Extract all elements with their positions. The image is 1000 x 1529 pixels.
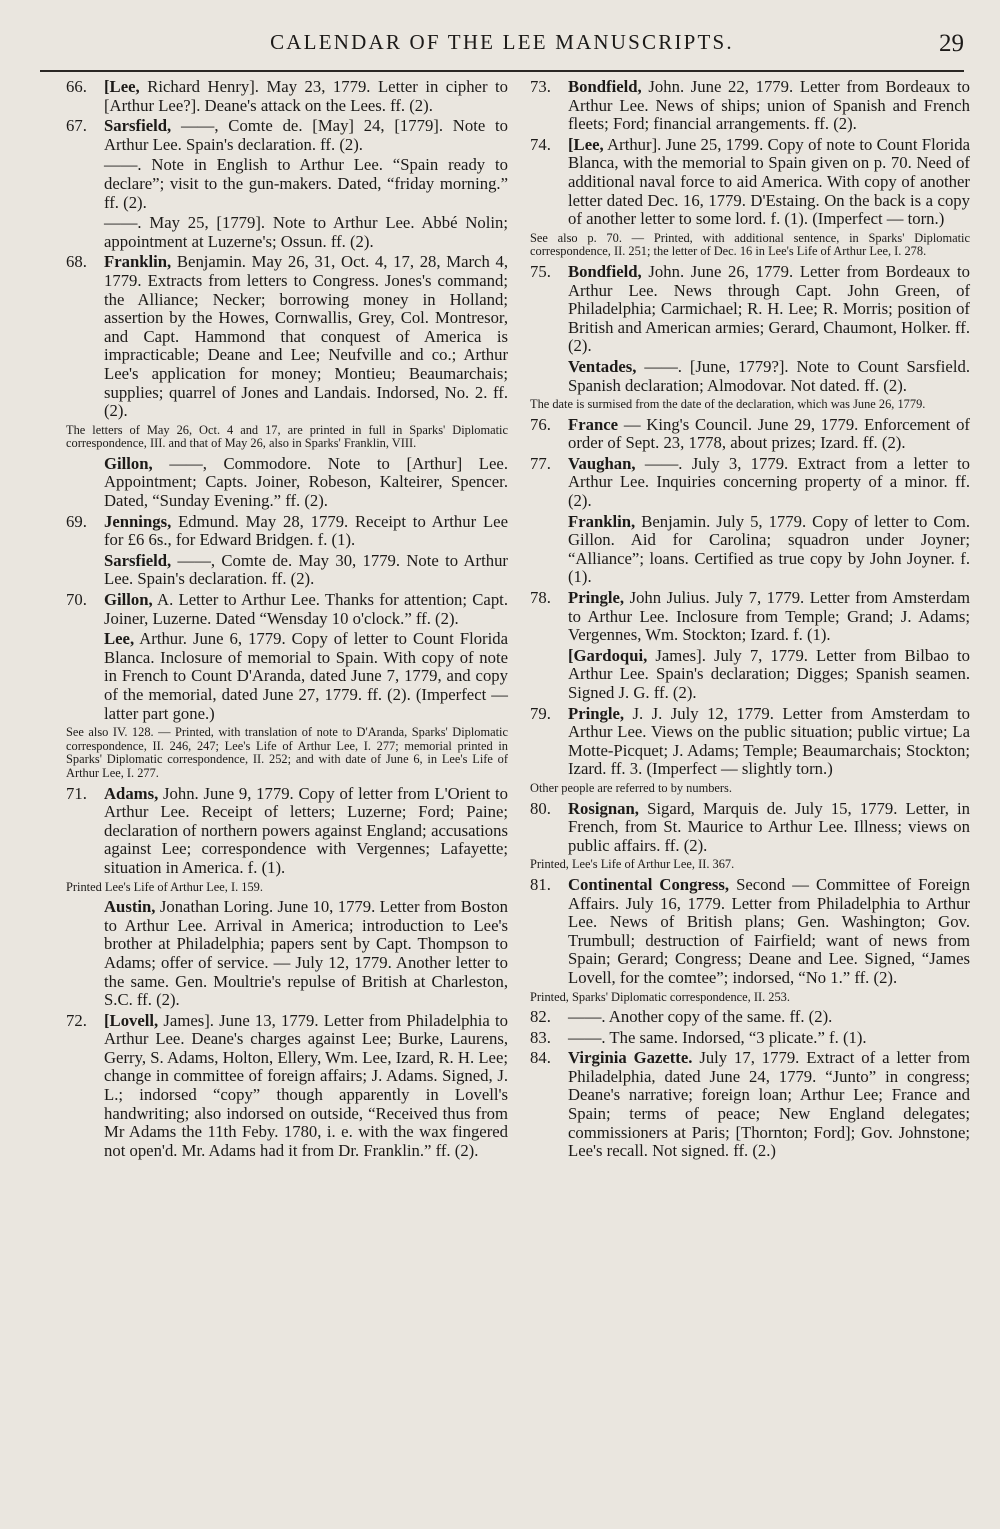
- entry-text: ——. Note in English to Arthur Lee. “Spain ready to declare”; visit to the gun-makers. Dated, “friday morning.” ff. (2).: [104, 155, 508, 212]
- calendar-entry: [530, 78, 970, 134]
- calendar-entry: [66, 785, 508, 878]
- entry-number: 73.: [530, 77, 551, 96]
- calendar-subentry: [66, 214, 508, 251]
- citation-note: See also IV. 128. — Printed, with translation of note to D'Aranda, Sparks' Diplomatic correspondence, II. 246, 247; Lee's Life of Arthur Lee, I. 277; memorial printed in Sparks' Diplomatic correspondence, II. 252; and with date of June 6, in Lee's Life of Arthur Lee, I. 277.: [66, 725, 508, 780]
- calendar-entry: [530, 1008, 970, 1027]
- entry-number: 68.: [66, 252, 87, 272]
- calendar-entry: [530, 589, 970, 645]
- calendar-entry: [66, 78, 508, 115]
- left-column: [66, 78, 508, 1162]
- entry-text: James]. July 7, 1779. Letter from Bilbao to Arthur Lee. Spain's declaration; Digges; Spanish seamen. Signed J. G. ff. (2).: [568, 645, 970, 702]
- entry-text: ——, Comte de. [May] 24, [1779]. Note to Arthur Lee. Spain's declaration. ff. (2).: [104, 116, 508, 154]
- page-number: 29: [939, 30, 964, 57]
- calendar-subentry: [66, 630, 508, 723]
- calendar-subentry: [66, 898, 508, 1010]
- citation-note: Other people are referred to by numbers.: [530, 780, 732, 795]
- entry-text: ——. July 3, 1779. Extract from a letter to Arthur Lee. Inquiries concerning property of a minor. ff. (2).: [568, 453, 970, 511]
- entry-text: ——. Another copy of the same. ff. (2).: [568, 1007, 833, 1027]
- entry-text: Benjamin. July 5, 1779. Copy of letter to Com. Gillon. Aid for Carolina; squadron under Joyner; “Alliance”; loans. Certified as true copy by John Joyner. f. (1).: [568, 511, 970, 587]
- entry-number: 66.: [66, 77, 87, 96]
- calendar-subentry: [530, 358, 970, 395]
- entry-number: 82.: [530, 1007, 551, 1027]
- calendar-subentry: [66, 552, 508, 589]
- entry-number: 83.: [530, 1027, 551, 1047]
- entry-text: John. June 9, 1779. Copy of letter from L'Orient to Arthur Lee. Receipt of letters; Luzerne; Ford; Paine; declaration of northern powers against England; accusations against Lee; correspondence with Vergennes; Lafayette; situation in America. f. (1).: [104, 783, 508, 877]
- entry-text: Arthur. June 6, 1779. Copy of letter to Count Florida Blanca. Inclosure of memorial to Spain. With copy of note in French to Count D'Aranda, dated June 7, 1779, and copy of the memorial, dated June 27, 1779. ff. (2). (Imperfect — latter part gone.): [104, 629, 508, 723]
- entry-text: Second — Committee of Foreign Affairs. July 16, 1779. Letter from Philadelphia to Arthur Lee. News of British plans; Gen. Washington; Gov. Trumbull; destruction of Fairfield; want of news from Spain; Gerard; Congress; Deane and Lee. Signed, “James Lovell, for the comtee”; indorsed, “No 1.” ff. (2).: [568, 874, 970, 987]
- entry-name: Austin,: [104, 897, 156, 917]
- entry-name: Continental Congress,: [568, 874, 730, 894]
- entry-number: 74.: [530, 134, 551, 154]
- entry-text: ——. [June, 1779?]. Note to Count Sarsfield. Spanish declaration; Almodovar. Not dated. ff. (2).: [568, 356, 970, 395]
- entry-text: July 17, 1779. Extract of a letter from Philadelphia, dated June 24, 1779. “Junto” in congress; Deane's narrative; foreign loan; Arthur Lee; France and Spain; terms of peace; New England delegates; commissioners at Paris; [Thornton; Ford]; Gov. Johnstone; Lee's recall. Not signed. ff. (2.): [568, 1048, 970, 1161]
- entry-number: 80.: [530, 798, 551, 818]
- calendar-entry: [530, 263, 970, 356]
- calendar-subentry: [530, 647, 970, 703]
- calendar-subentry: [530, 513, 970, 587]
- entry-text: Edmund. May 28, 1779. Receipt to Arthur Lee for £6 6s., for Edward Bridgen. f. (1).: [104, 511, 508, 550]
- entry-number: 79.: [530, 703, 551, 723]
- calendar-subentry: [66, 455, 508, 511]
- entry-text: Richard Henry]. May 23, 1779. Letter in cipher to [Arthur Lee?]. Deane's attack on the Lees. ff. (2).: [104, 77, 508, 115]
- entry-number: 72.: [66, 1010, 87, 1030]
- calendar-entry: [530, 800, 970, 856]
- entry-number: 67.: [66, 116, 87, 136]
- entry-name: France: [568, 414, 619, 434]
- entry-text: Jonathan Loring. June 10, 1779. Letter from Boston to Arthur Lee. Arrival in America; introduction to Lee's brother at Philadelphia; papers sent by Capt. Thompson to Adams; offer of service. — July 12, 1779. Another letter to the same. Gen. Moultrie's repulse of British at Charleston, S.C. ff. (2).: [104, 897, 508, 1010]
- running-title: CALENDAR OF THE LEE MANUSCRIPTS.: [270, 30, 734, 54]
- entry-name: Sarsfield,: [104, 116, 172, 136]
- calendar-entry: [66, 253, 508, 420]
- entry-text: — King's Council. June 29, 1779. Enforcement of order of Sept. 23, 1778, about prizes; Izard. ff. (2).: [568, 414, 970, 453]
- entry-name: Bondfield,: [568, 77, 642, 96]
- entry-text: J. J. July 12, 1779. Letter from Amsterdam to Arthur Lee. Views on the public situation; public virtue; La Motte-Picquet; J. Adams; Temple; Beaumarchais; Stockton; Izard. ff. 3. (Imperfect — slightly torn.): [568, 703, 970, 779]
- calendar-subentry: [66, 156, 508, 212]
- citation-note: See also p. 70. — Printed, with additional sentence, in Sparks' Diplomatic correspondence, II. 251; the letter of Dec. 16 in Lee's Life of Arthur Lee, I. 278.: [530, 230, 970, 259]
- entry-name: [Gardoqui,: [568, 645, 648, 665]
- entry-name: Jennings,: [104, 511, 172, 531]
- calendar-entry: [530, 876, 970, 988]
- entry-name: [Lee,: [104, 77, 140, 96]
- entry-name: Franklin,: [104, 252, 172, 272]
- calendar-entry: [530, 416, 970, 453]
- citation-note: The letters of May 26, Oct. 4 and 17, are printed in full in Sparks' Diplomatic correspondence, III. and that of May 26, also in Sparks' Franklin, VIII.: [66, 422, 508, 451]
- entry-text: Sigard, Marquis de. July 15, 1779. Letter, in French, from St. Maurice to Arthur Lee. Illness; views on public affairs. ff. (2).: [568, 798, 970, 855]
- entry-text: ——. The same. Indorsed, “3 plicate.” f. (1).: [568, 1027, 867, 1047]
- entry-text: ——. May 25, [1779]. Note to Arthur Lee. Abbé Nolin; appointment at Luzerne's; Ossun. ff. (2).: [104, 213, 508, 251]
- calendar-entry: [66, 591, 508, 628]
- entry-text: ——, Comte de. May 30, 1779. Note to Arthur Lee. Spain's declaration. ff. (2).: [104, 550, 508, 589]
- calendar-entry: [530, 705, 970, 779]
- entry-number: 78.: [530, 588, 551, 608]
- entry-name: Gillon,: [104, 590, 153, 610]
- entry-number: 76.: [530, 414, 551, 434]
- page-header: [40, 30, 964, 72]
- entry-name: [Lovell,: [104, 1010, 159, 1030]
- calendar-entry: [530, 1049, 970, 1161]
- entry-text: Arthur]. June 25, 1799. Copy of note to Count Florida Blanca, with the memorial to Spain given on p. 70. Need of additional naval force to aid America. With copy of another letter dated Dec. 16, 1779. D'Estaing. On the back is a copy of another letter to some lord. f. (1). (Imperfect — torn.): [568, 134, 970, 229]
- calendar-entry: [530, 455, 970, 511]
- entry-number: 77.: [530, 453, 551, 473]
- entry-name: Pringle,: [568, 588, 625, 608]
- citation-note: Printed, Lee's Life of Arthur Lee, II. 367.: [530, 857, 735, 872]
- entry-number: 71.: [66, 783, 87, 803]
- citation-note: Printed, Sparks' Diplomatic correspondence, II. 253.: [530, 989, 790, 1004]
- entry-name: Rosignan,: [568, 798, 639, 818]
- right-column: [530, 78, 970, 1163]
- calendar-entry: [530, 136, 970, 229]
- entry-text: John. June 22, 1779. Letter from Bordeaux to Arthur Lee. News of ships; union of Spanish and French fleets; Ford; financial arrangements. ff. (2).: [568, 77, 970, 134]
- entry-number: 69.: [66, 511, 87, 531]
- entry-name: Pringle,: [568, 703, 625, 723]
- entry-name: [Lee,: [568, 134, 604, 154]
- entry-text: James]. June 13, 1779. Letter from Philadelphia to Arthur Lee. Deane's charges against Lee; Burke, Laurens, Gerry, S. Adams, Holton, Ellery, Wm. Lee, Izard, R. H. Lee; change in committee of foreign affairs; J. Adams. Signed, J. L.; indorsed “copy” though apparently in Lovell's handwriting; also indorsed on outside, “Received thus from Mr Adams the 11th Feby. 1780, i. e. with the wax fingered not open'd. Mr. Adams had it from Dr. Franklin.” ff. (2).: [104, 1010, 508, 1160]
- entry-number: 81.: [530, 874, 551, 894]
- entry-number: 75.: [530, 261, 551, 281]
- calendar-entry: [66, 117, 508, 154]
- entry-name: Lee,: [104, 629, 135, 649]
- citation-note: Printed Lee's Life of Arthur Lee, I. 159.: [66, 879, 263, 894]
- entry-text: John Julius. July 7, 1779. Letter from Amsterdam to Arthur Lee. Inclosure from Temple; Grand; J. Adams; Vergennes, Wm. Stockton; Izard. f. (1).: [568, 588, 970, 645]
- entry-name: Sarsfield,: [104, 550, 172, 570]
- entry-number: 84.: [530, 1048, 551, 1068]
- entry-text: ——, Commodore. Note to [Arthur] Lee. Appointment; Capts. Joiner, Robeson, Kalteirer, Spencer. Dated, “Sunday Evening.” ff. (2).: [104, 453, 508, 511]
- entry-name: Bondfield,: [568, 261, 642, 281]
- entry-text: John. June 26, 1779. Letter from Bordeaux to Arthur Lee. News through Capt. John Green, of Philadelphia; Carmichael; R. H. Lee; R. Morris; position of British and American armies; Gerard, Chaumont, Holker. ff. (2).: [568, 261, 970, 356]
- entry-name: Vaughan,: [568, 453, 636, 473]
- entry-name: Gillon,: [104, 453, 153, 473]
- entry-number: 70.: [66, 590, 87, 610]
- entry-name: Adams,: [104, 783, 159, 803]
- entry-name: Virginia Gazette.: [568, 1048, 693, 1068]
- entry-text: A. Letter to Arthur Lee. Thanks for attention; Capt. Joiner, Luzerne. Dated “Wensday 10 o'clock.” ff. (2).: [104, 590, 508, 628]
- citation-note: The date is surmised from the date of the declaration, which was June 26, 1779.: [530, 397, 926, 412]
- calendar-entry: [530, 1029, 970, 1048]
- calendar-entry: [66, 513, 508, 550]
- entry-name: Ventades,: [568, 356, 637, 376]
- entry-name: Franklin,: [568, 511, 636, 531]
- entry-text: Benjamin. May 26, 31, Oct. 4, 17, 28, March 4, 1779. Extracts from letters to Congress. Jones's command; the Alliance; Necker; borrowing money in Holland; assertion by the Howes, Cornwallis, Grey, Col. Montresor, and Capt. Hammond that conquest of America is impracticable; Deane and Lee; Neufville and co.; Arthur Lee's application for money; Montieu; Beaumarchais; supplies; quarrel of Jones and Landais. Indorsed, No. 2. ff. (2).: [104, 252, 508, 421]
- calendar-entry: [66, 1012, 508, 1161]
